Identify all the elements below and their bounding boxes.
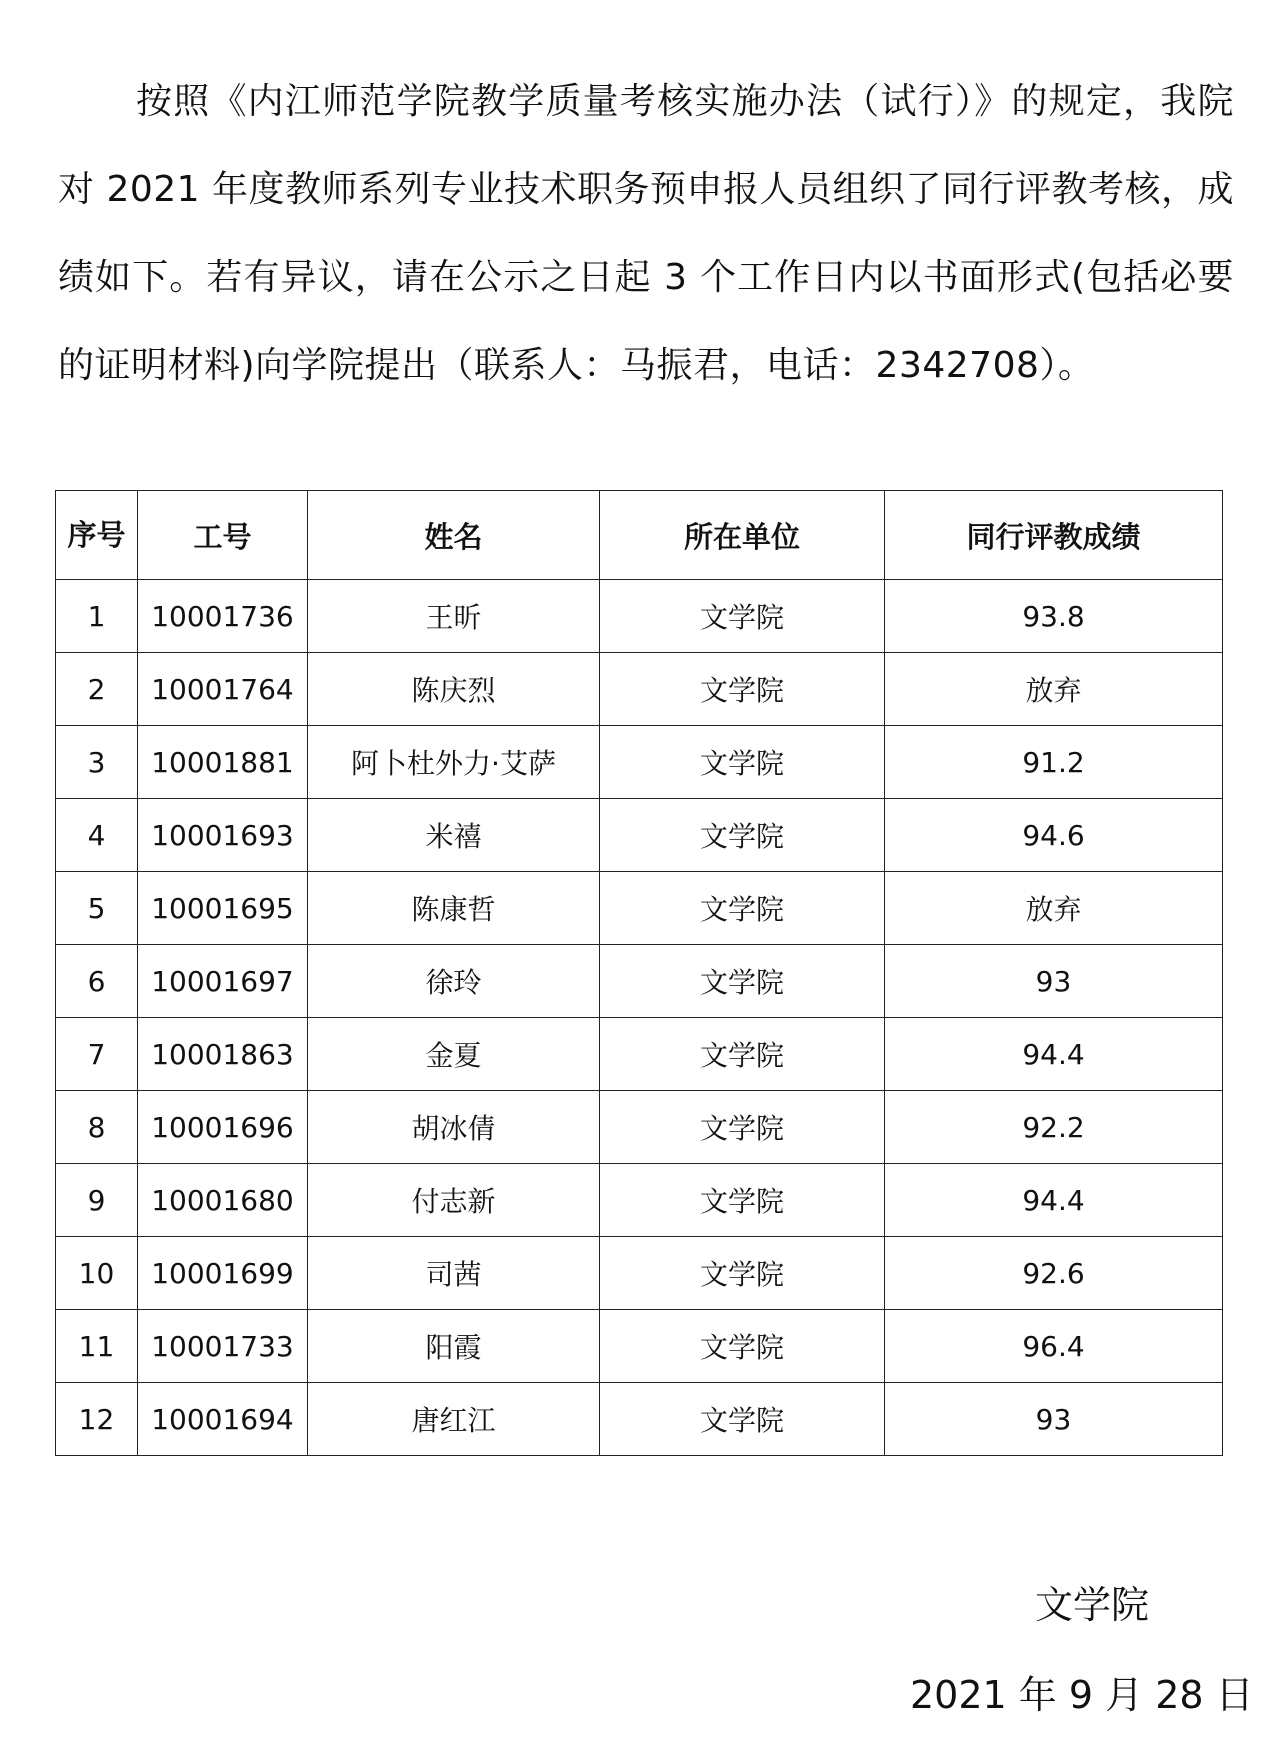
table-row [56, 1164, 1223, 1237]
table-header [56, 491, 1223, 580]
cell-id: 10001680 [138, 1164, 308, 1237]
header-unit: 所在单位 [600, 491, 885, 580]
cell-unit: 文学院 [600, 945, 885, 1018]
cell-id: 10001736 [138, 580, 308, 653]
cell-name: 唐红江 [308, 1383, 600, 1456]
table-row [56, 580, 1223, 653]
cell-score: 94.4 [885, 1164, 1223, 1237]
cell-id: 10001697 [138, 945, 308, 1018]
cell-name: 徐玲 [308, 945, 600, 1018]
cell-name: 金夏 [308, 1018, 600, 1091]
table-row [56, 799, 1223, 872]
cell-unit: 文学院 [600, 1310, 885, 1383]
cell-unit: 文学院 [600, 653, 885, 726]
header-name: 姓名 [308, 491, 600, 580]
header-seq: 序号 [56, 491, 138, 580]
cell-seq: 10 [56, 1237, 138, 1310]
table-header-row [56, 491, 1223, 580]
cell-name: 阿卜杜外力·艾萨 [308, 726, 600, 799]
cell-score: 92.6 [885, 1237, 1223, 1310]
cell-score: 93 [885, 1383, 1223, 1456]
signature-date: 2021 年 9 月 28 日 [910, 1673, 1254, 1717]
cell-score: 93 [885, 945, 1223, 1018]
cell-seq: 2 [56, 653, 138, 726]
table-row [56, 945, 1223, 1018]
cell-seq: 8 [56, 1091, 138, 1164]
cell-id: 10001764 [138, 653, 308, 726]
cell-score: 放弃 [885, 872, 1223, 945]
signature-unit: 文学院 [1035, 1583, 1150, 1627]
cell-id: 10001694 [138, 1383, 308, 1456]
score-table [55, 490, 1223, 1456]
cell-id: 10001881 [138, 726, 308, 799]
cell-unit: 文学院 [600, 1383, 885, 1456]
table-row [56, 1091, 1223, 1164]
cell-score: 96.4 [885, 1310, 1223, 1383]
cell-seq: 12 [56, 1383, 138, 1456]
header-id: 工号 [138, 491, 308, 580]
cell-name: 胡冰倩 [308, 1091, 600, 1164]
table-row [56, 1237, 1223, 1310]
cell-name: 付志新 [308, 1164, 600, 1237]
cell-name: 阳霞 [308, 1310, 600, 1383]
cell-seq: 7 [56, 1018, 138, 1091]
table-row [56, 872, 1223, 945]
table-row [56, 726, 1223, 799]
cell-seq: 5 [56, 872, 138, 945]
cell-unit: 文学院 [600, 726, 885, 799]
notice-paragraph: 按照《内江师范学院教学质量考核实施办法（试行）》的规定，我院对 2021 年度教师系列专业技术职务预申报人员组织了同行评教考核，成绩如下。若有异议，请在公示之日起 3 个工作日内以书面形式(包括必要的证明材料)向学院提出（联系人：马振君，电话：2342708）。 [58, 81, 1235, 386]
cell-unit: 文学院 [600, 872, 885, 945]
cell-seq: 11 [56, 1310, 138, 1383]
header-score: 同行评教成绩 [885, 491, 1223, 580]
table-row [56, 1383, 1223, 1456]
cell-id: 10001693 [138, 799, 308, 872]
table-row [56, 1310, 1223, 1383]
cell-score: 94.4 [885, 1018, 1223, 1091]
cell-id: 10001863 [138, 1018, 308, 1091]
cell-score: 94.6 [885, 799, 1223, 872]
cell-unit: 文学院 [600, 1237, 885, 1310]
table-row [56, 1018, 1223, 1091]
cell-unit: 文学院 [600, 799, 885, 872]
cell-score: 93.8 [885, 580, 1223, 653]
cell-seq: 4 [56, 799, 138, 872]
cell-score: 92.2 [885, 1091, 1223, 1164]
cell-score: 91.2 [885, 726, 1223, 799]
cell-name: 米禧 [308, 799, 600, 872]
cell-id: 10001699 [138, 1237, 308, 1310]
cell-name: 陈庆烈 [308, 653, 600, 726]
cell-seq: 9 [56, 1164, 138, 1237]
cell-unit: 文学院 [600, 1018, 885, 1091]
cell-id: 10001696 [138, 1091, 308, 1164]
cell-name: 司茜 [308, 1237, 600, 1310]
cell-name: 陈康哲 [308, 872, 600, 945]
cell-name: 王昕 [308, 580, 600, 653]
cell-seq: 6 [56, 945, 138, 1018]
cell-unit: 文学院 [600, 1091, 885, 1164]
cell-seq: 3 [56, 726, 138, 799]
table-row [56, 653, 1223, 726]
cell-seq: 1 [56, 580, 138, 653]
cell-score: 放弃 [885, 653, 1223, 726]
cell-id: 10001695 [138, 872, 308, 945]
cell-id: 10001733 [138, 1310, 308, 1383]
cell-unit: 文学院 [600, 1164, 885, 1237]
table-body [56, 580, 1223, 1456]
cell-unit: 文学院 [600, 580, 885, 653]
